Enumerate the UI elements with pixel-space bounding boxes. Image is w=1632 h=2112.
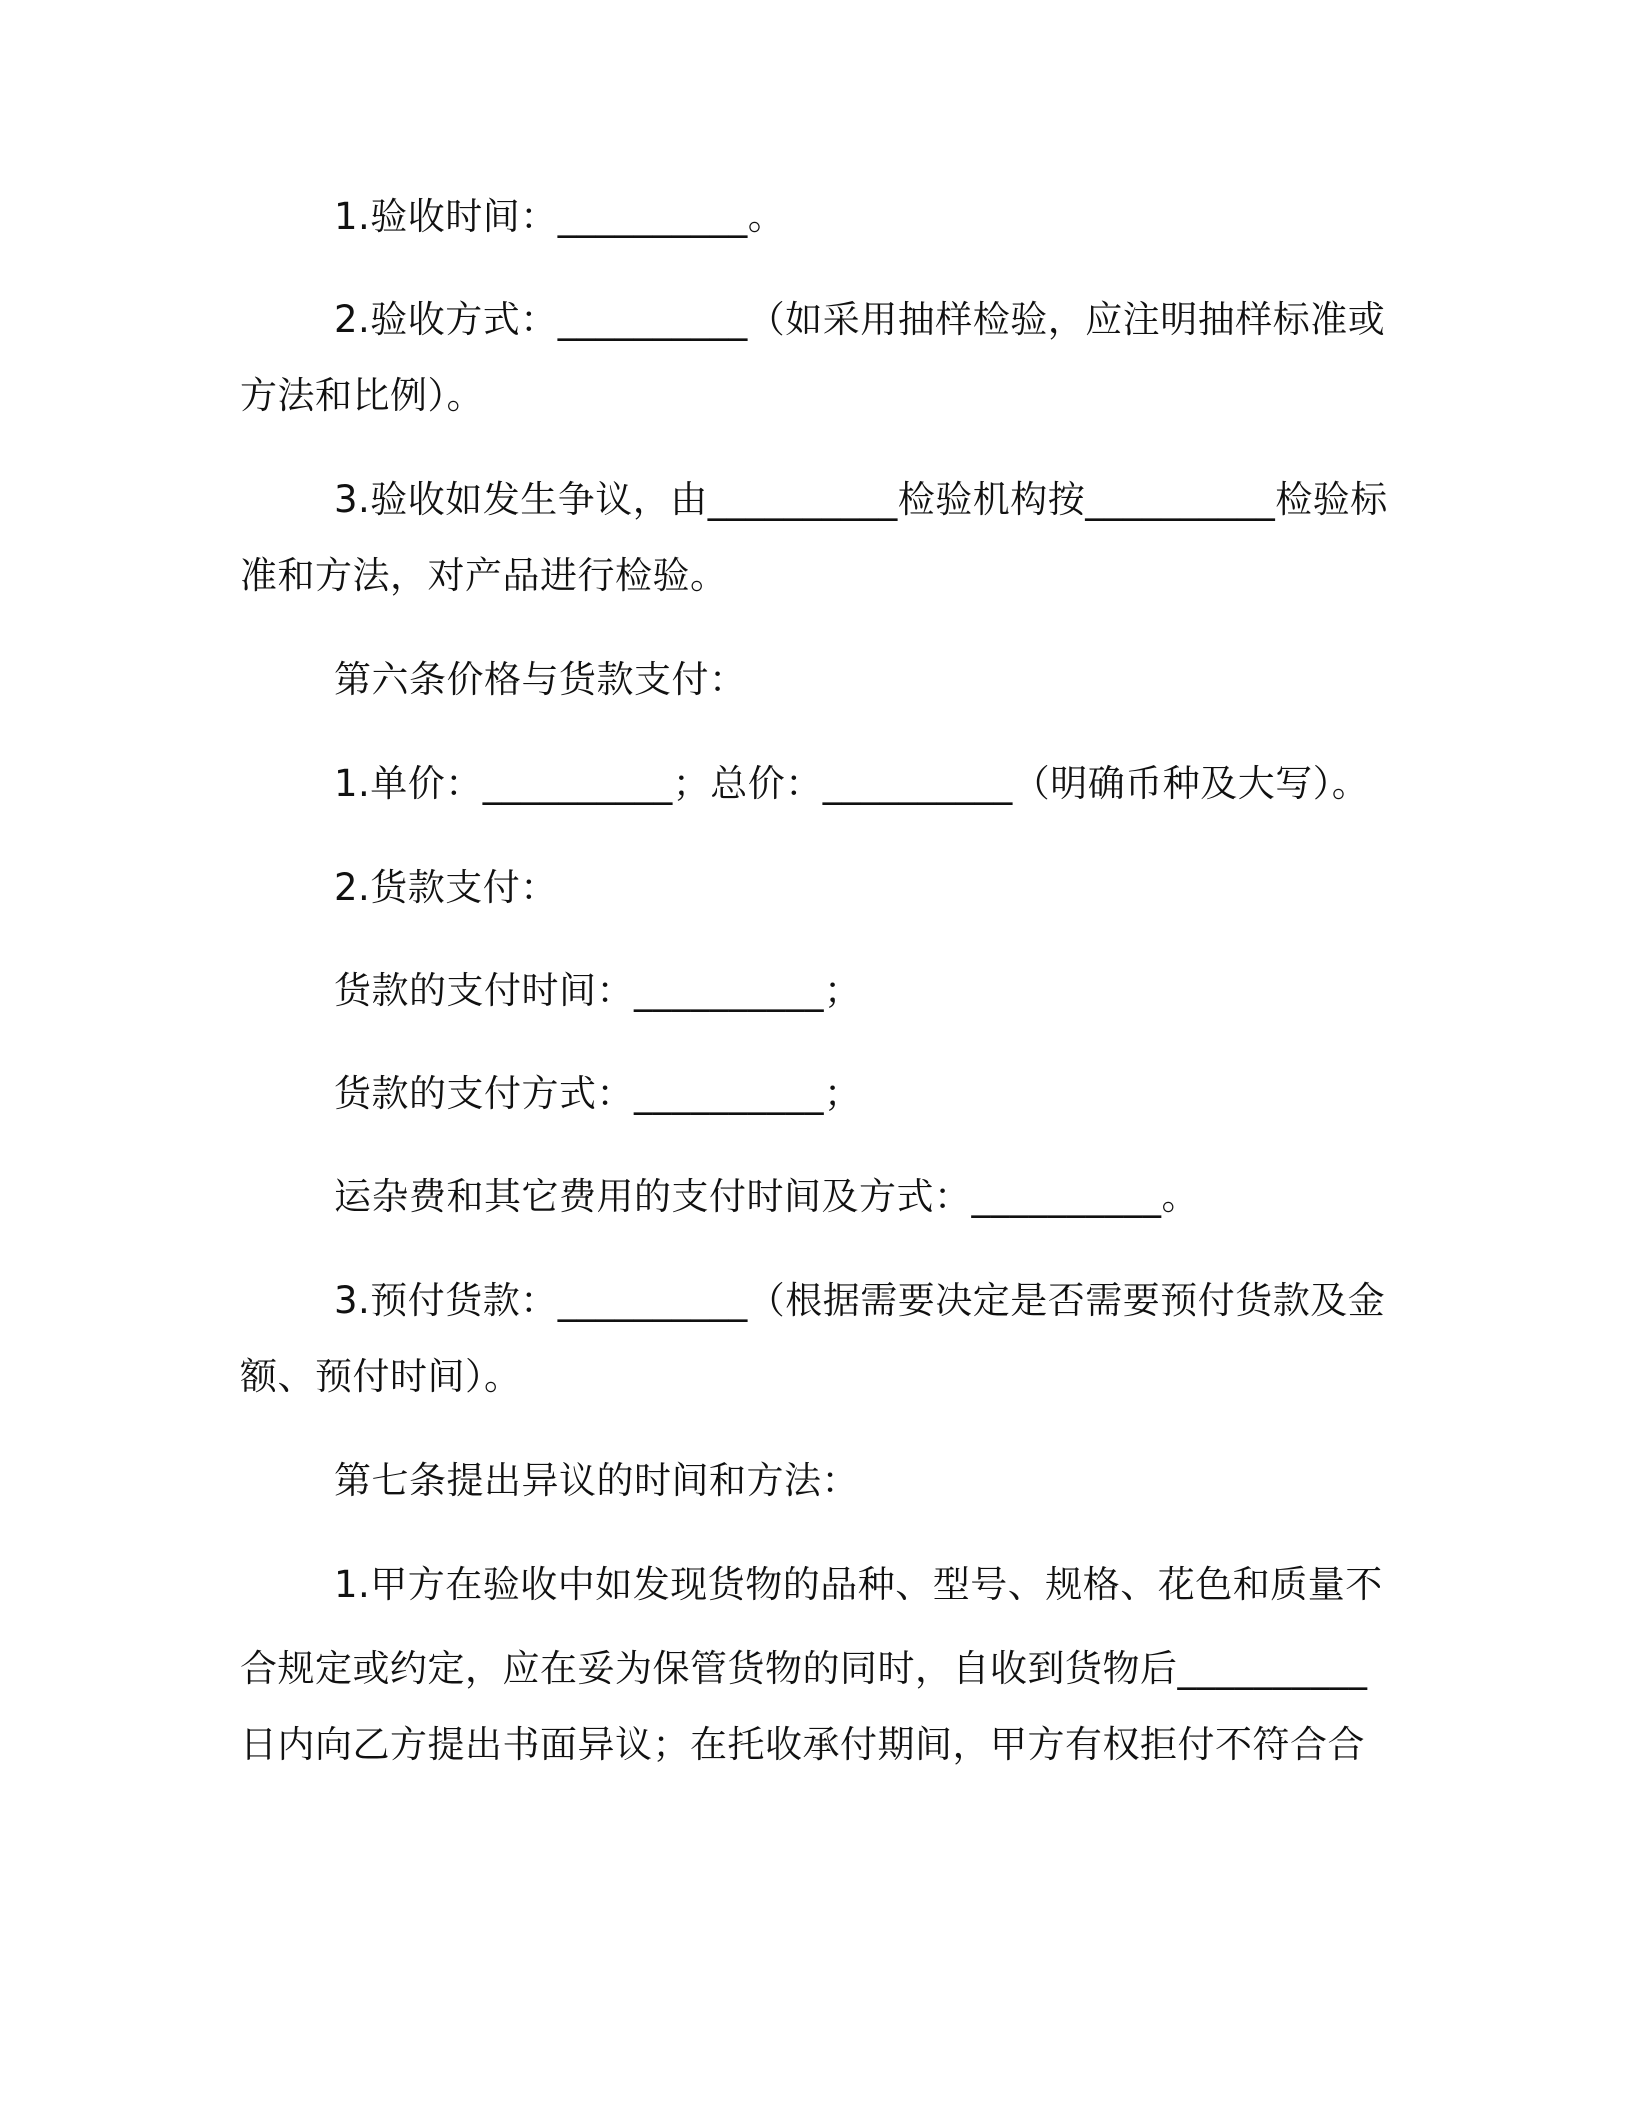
article-seven-heading: 第七条提出异议的时间和方法：: [334, 1459, 859, 1502]
payment-method-line: 货款的支付方式：__________；: [334, 1072, 862, 1115]
payment-time-line: 货款的支付时间：__________；: [334, 969, 862, 1012]
objection-line-1: 1.甲方在验收中如发现货物的品种、型号、规格、花色和质量不: [334, 1563, 1383, 1606]
article-six-heading: 第六条价格与货款支付：: [334, 658, 747, 701]
objection-line-3: 日内向乙方提出书面异议；在托收承付期间，甲方有权拒付不符合合: [240, 1723, 1365, 1766]
payment-heading: 2.货款支付：: [334, 866, 558, 909]
acceptance-dispute-continuation: 准和方法，对产品进行检验。: [240, 554, 728, 597]
price-line: 1.单价：__________；总价：__________（明确币种及大写）。: [334, 762, 1370, 805]
acceptance-method-continuation: 方法和比例）。: [240, 374, 484, 417]
advance-payment-line: 3.预付货款：__________（根据需要决定是否需要预付货款及金: [334, 1279, 1386, 1322]
freight-payment-line: 运杂费和其它费用的支付时间及方式：__________。: [334, 1175, 1199, 1218]
acceptance-dispute-line: 3.验收如发生争议，由__________检验机构按__________检验标: [334, 478, 1388, 521]
advance-payment-continuation: 额、预付时间）。: [240, 1355, 522, 1398]
acceptance-method-line: 2.验收方式：__________（如采用抽样检验，应注明抽样标准或: [334, 298, 1386, 341]
acceptance-time-line: 1.验收时间：__________。: [334, 195, 786, 238]
objection-line-2: 合规定或约定，应在妥为保管货物的同时，自收到货物后__________: [240, 1647, 1368, 1690]
